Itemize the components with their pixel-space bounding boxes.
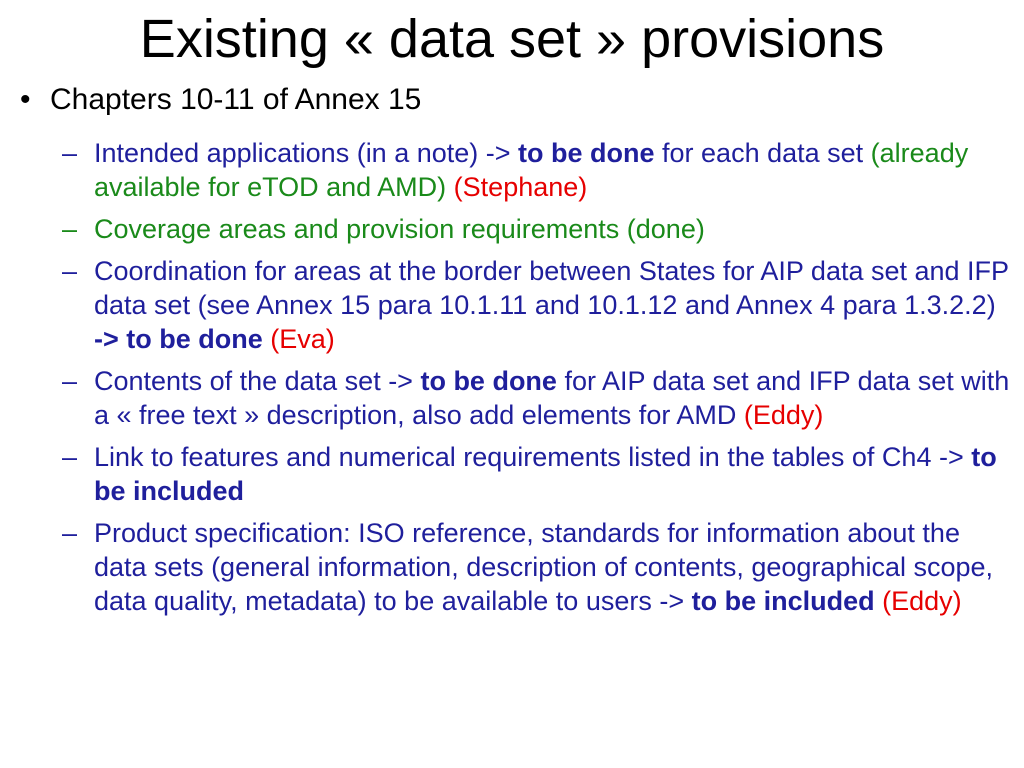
sub-bullet-list <box>62 136 1012 626</box>
dash-marker: – <box>62 214 78 244</box>
bullet-text: Chapters 10-11 of Annex 15 <box>50 83 422 116</box>
sub-item-intended-applications <box>62 136 1012 204</box>
dash-marker: – <box>62 366 78 396</box>
dash-marker: – <box>62 442 78 472</box>
item-text: Intended applications (in a note) -> <box>94 138 519 168</box>
sub-item-link-features <box>62 440 1012 508</box>
sub-item-contents <box>62 364 1012 432</box>
item-text: Coordination for areas at the border between States for AIP data set and IFP data set (see Annex 15 para 10.1.11 and 10.1.12 and Annex 4 para 1.3.2.2) <box>94 256 1009 320</box>
sub-item-product-specification <box>62 516 1012 618</box>
item-text: Product specification: ISO reference, standards for information about the data sets (general information, description of contents, geographical scope, data quality, metadata) to be available to users -> <box>94 518 994 616</box>
item-owner: (Eddy) <box>743 400 824 430</box>
dash-marker: – <box>62 518 78 548</box>
sub-item-coverage-areas <box>62 212 1012 246</box>
item-text: Link to features and numerical requirements listed in the tables of Ch4 -> <box>94 442 972 472</box>
item-emphasis: to be done <box>420 366 557 396</box>
sub-item-coordination <box>62 254 1012 356</box>
item-emphasis: to be included <box>691 586 875 616</box>
slide-title: Existing « data set » provisions <box>139 9 885 69</box>
item-emphasis: -> to be done <box>94 324 263 354</box>
item-text: for each data set <box>654 138 871 168</box>
item-text: Contents of the data set -> <box>94 366 421 396</box>
item-owner: (Eva) <box>262 324 335 354</box>
item-owner: (Stephane) <box>446 172 588 202</box>
item-text: Coverage areas and provision requirements (done) <box>94 214 705 244</box>
item-emphasis: to be included <box>94 442 997 506</box>
item-text: for AIP data set and IFP data set with a « free text » description, also add elements for AMD <box>94 366 1010 430</box>
dash-marker: – <box>62 138 78 168</box>
item-owner: (Eddy) <box>874 586 962 616</box>
item-note: (already available for eTOD and AMD) <box>94 138 969 202</box>
bullet-marker: • <box>20 83 31 116</box>
bullet-chapters <box>20 82 421 118</box>
item-emphasis: to be done <box>518 138 655 168</box>
dash-marker: – <box>62 256 78 286</box>
